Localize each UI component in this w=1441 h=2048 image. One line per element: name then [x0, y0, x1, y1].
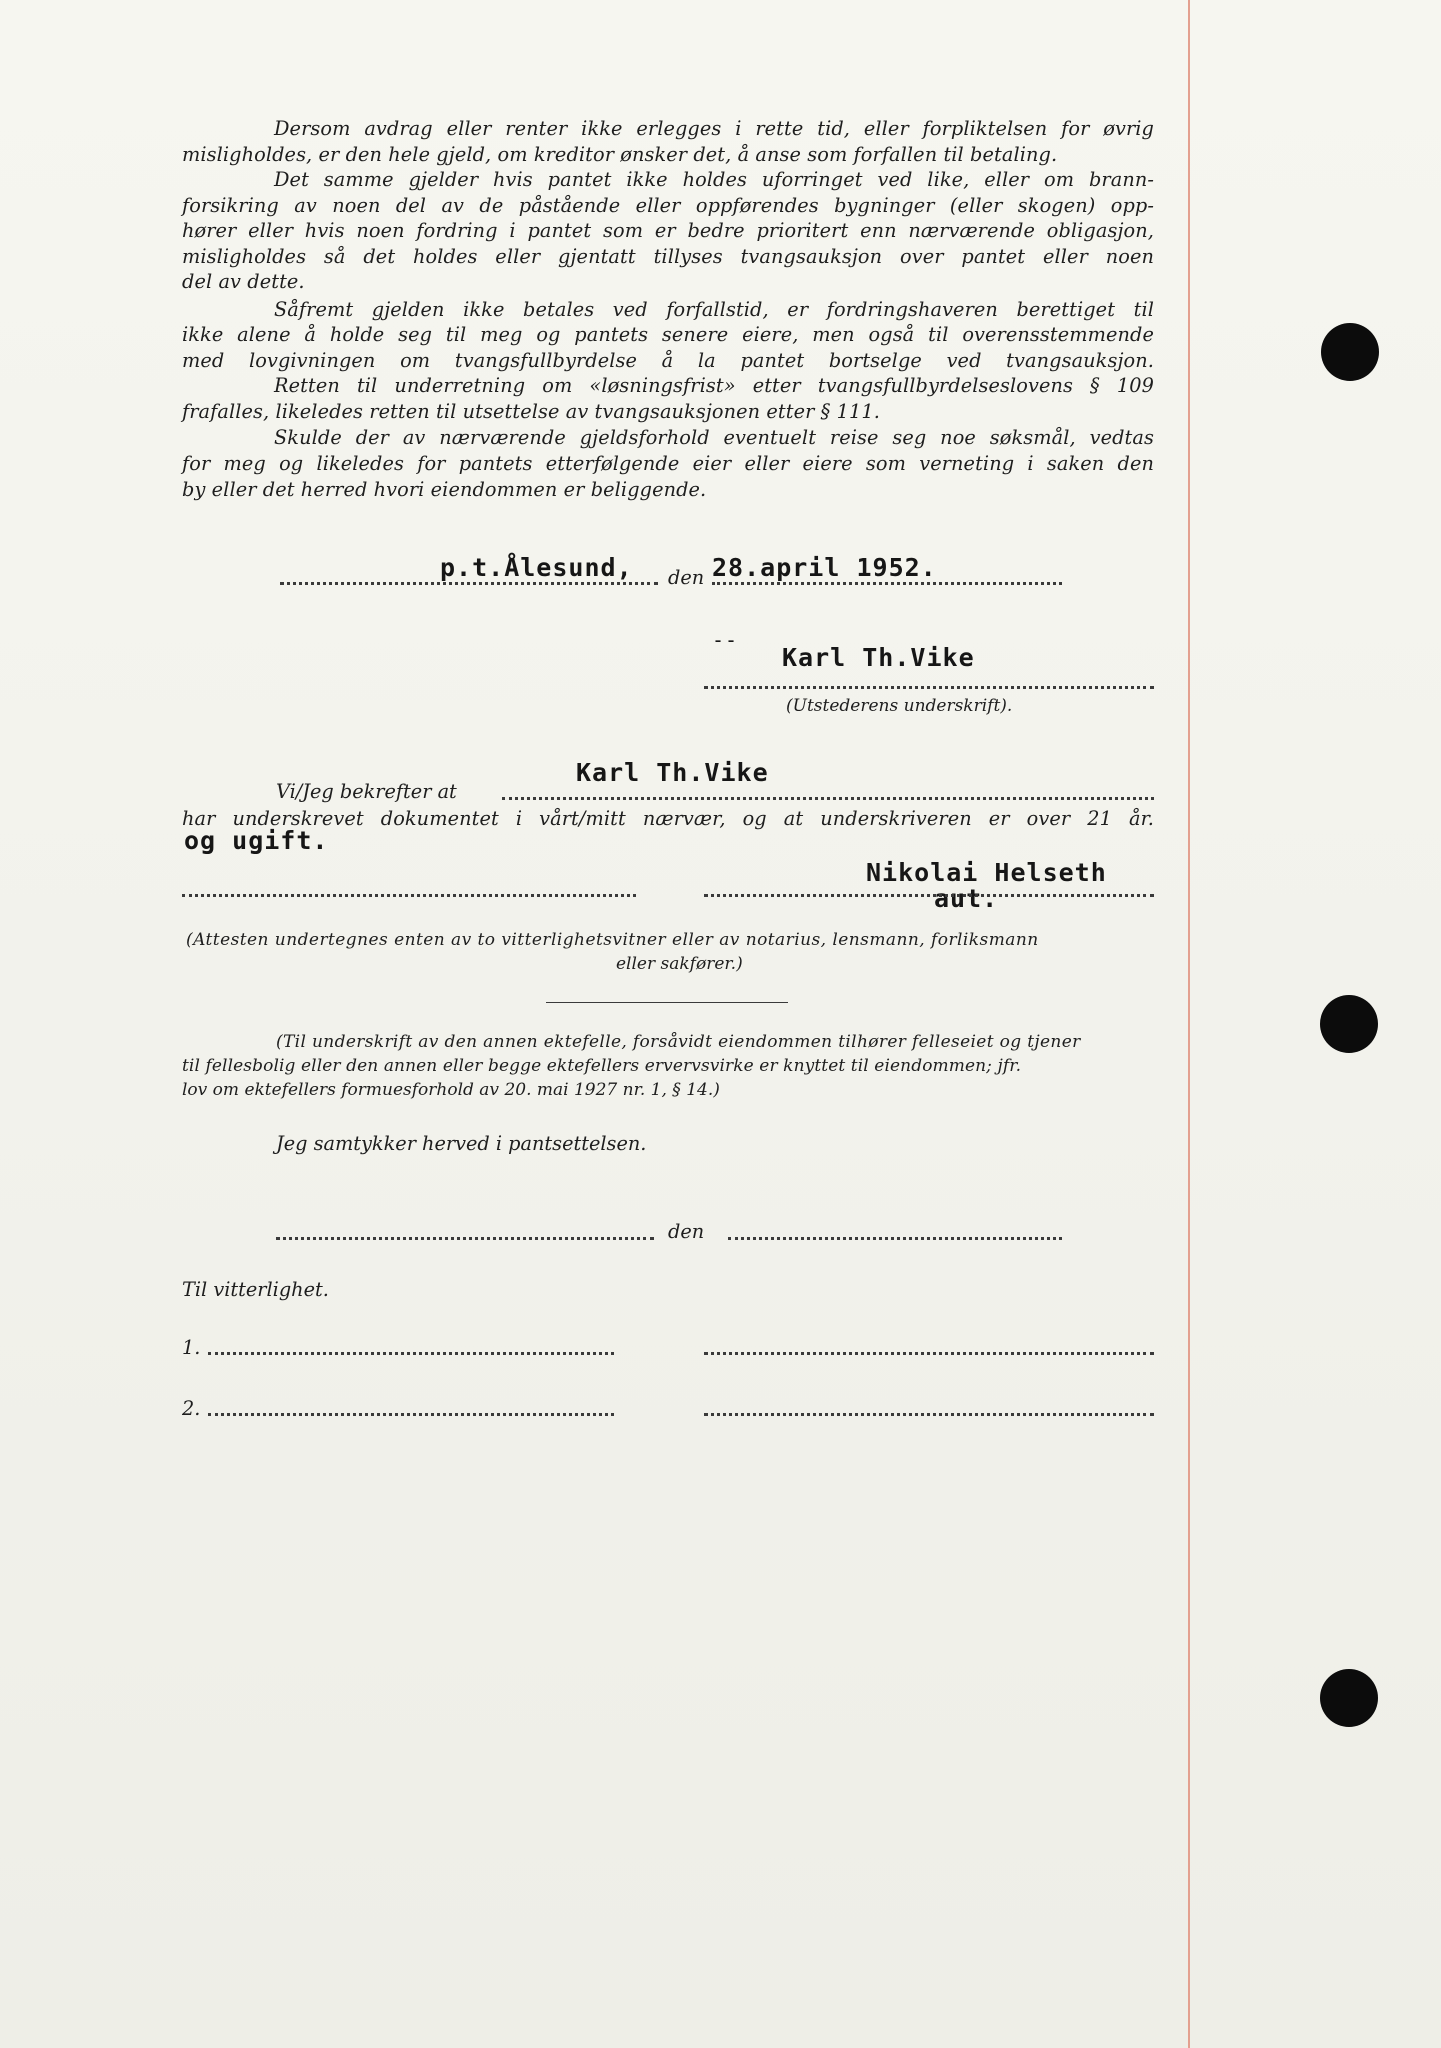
paragraph-pledge-l4 — [182, 244, 1154, 269]
punch-hole-middle — [1320, 995, 1378, 1053]
issuer-name: Karl Th.Vike — [782, 643, 975, 672]
issuer-dash: -- — [712, 628, 739, 652]
spouse-note-l1: (Til underskrift av den annen ektefelle, forsåvidt eiendommen tilhører felleseiet og tjener — [276, 1032, 1081, 1052]
issuer-caption: (Utstederens underskrift). — [786, 696, 1013, 716]
witness-title: aut. — [934, 884, 999, 913]
paragraph-losningsfrist — [182, 373, 1154, 398]
text-line: Retten til underretning om «løsningsfrist» etter tvangsfullbyrdelseslovens § 109 — [274, 374, 1154, 397]
text-line: har underskrevet dokumentet i vårt/mitt nærvær, og at underskriveren er over 21 år. — [182, 807, 1154, 830]
text-line: hører eller hvis noen fordring i pantet som er bedre prioritert enn nærværende obligasjon, — [182, 219, 1154, 242]
witness-number-1: 1. — [182, 1336, 201, 1359]
confirmation-prefix: Vi/Jeg bekrefter at — [276, 780, 457, 803]
witness-2-right-line — [704, 1413, 1154, 1416]
consent-den-label: den — [668, 1220, 705, 1243]
confirmation-name-line — [502, 797, 1154, 800]
spouse-note-l3: lov om ektefellers formuesforhold av 20. mai 1927 nr. 1, § 14.) — [182, 1080, 720, 1100]
text-line: Dersom avdrag eller renter ikke erlegges i rette tid, eller forpliktelsen for øvrig — [274, 117, 1154, 140]
witness-number-2: 2. — [182, 1397, 201, 1420]
witness-section-title: Til vitterlighet. — [182, 1278, 329, 1301]
confirmation-typed-addition: og ugift. — [184, 826, 329, 855]
text-line: Såfremt gjelden ikke betales ved forfallstid, er fordringshaveren berettiget til — [274, 298, 1154, 321]
attestation-note-l2: eller sakfører.) — [616, 954, 743, 974]
paragraph-forfall-l3 — [182, 348, 1154, 373]
witness-2-left-line — [208, 1413, 614, 1416]
paragraph-pledge-l3 — [182, 218, 1154, 243]
paragraph-pledge-l2 — [182, 193, 1154, 218]
text-line: forsikring av noen del av de påstående eller oppførendes bygninger (eller skogen) opp- — [182, 194, 1154, 217]
paragraph-verneting — [182, 425, 1154, 450]
text-line: misligholdes så det holdes eller gjentatt tillyses tvangsauksjon over pantet eller noen — [182, 245, 1154, 268]
punch-hole-top — [1321, 323, 1379, 381]
paragraph-verneting-l2 — [182, 451, 1154, 476]
date-value: 28.april 1952. — [712, 553, 937, 582]
consent-left-line — [276, 1237, 654, 1240]
place-value: p.t.Ålesund, — [440, 553, 633, 582]
text-line: del av dette. — [182, 270, 305, 293]
consent-right-line — [728, 1237, 1062, 1240]
witness-right-line — [704, 894, 1154, 897]
attestation-note-l1: (Attesten undertegnes enten av to vitterlighetsvitner eller av notarius, lensmann, forliksmann — [186, 930, 1039, 950]
paragraph-pledge-l5 — [182, 269, 1154, 294]
witness-left-line — [182, 894, 636, 897]
text-line: ikke alene å holde seg til meg og pantets senere eiere, men også til overensstemmende — [182, 323, 1154, 346]
date-field-line — [712, 582, 1062, 585]
paragraph-pledge — [182, 167, 1154, 192]
paragraph-default — [182, 116, 1154, 141]
text-line: by eller det herred hvori eiendommen er beliggende. — [182, 478, 707, 501]
paragraph-verneting-l3 — [182, 477, 1154, 502]
text-line: med lovgivningen om tvangsfullbyrdelse å la pantet bortselge ved tvangsauksjon. — [182, 349, 1154, 372]
paragraph-forfall-l2 — [182, 322, 1154, 347]
text-line: Det samme gjelder hvis pantet ikke holdes uforringet ved like, eller om brann- — [274, 168, 1154, 191]
place-field-line — [280, 582, 658, 585]
date-den-label: den — [668, 566, 705, 589]
consent-text: Jeg samtykker herved i pantsettelsen. — [276, 1132, 647, 1155]
text-line: Skulde der av nærværende gjeldsforhold eventuelt reise seg noe søksmål, vedtas — [274, 426, 1154, 449]
paragraph-forfall — [182, 297, 1154, 322]
spouse-note-l2: til fellesbolig eller den annen eller begge ektefellers ervervsvirke er knyttet til eiendommen; jfr. — [182, 1056, 1022, 1076]
witness-1-right-line — [704, 1352, 1154, 1355]
text-line: for meg og likeledes for pantets etterfølgende eier eller eiere som verneting i saken den — [182, 452, 1154, 475]
witness-name: Nikolai Helseth — [866, 858, 1107, 887]
witness-1-left-line — [208, 1352, 614, 1355]
separator-rule — [546, 1002, 788, 1003]
text-line: misligholdes, er den hele gjeld, om kreditor ønsker det, å anse som forfallen til betaling. — [182, 143, 1058, 166]
text-line: frafalles, likeledes retten til utsettelse av tvangsauksjonen etter § 111. — [182, 400, 880, 423]
paragraph-default-2 — [182, 142, 1154, 167]
confirmation-name: Karl Th.Vike — [576, 758, 769, 787]
paragraph-losningsfrist-l2 — [182, 399, 1154, 424]
issuer-signature-line — [704, 686, 1154, 689]
margin-rule — [1188, 0, 1190, 2048]
punch-hole-bottom — [1320, 1669, 1378, 1727]
